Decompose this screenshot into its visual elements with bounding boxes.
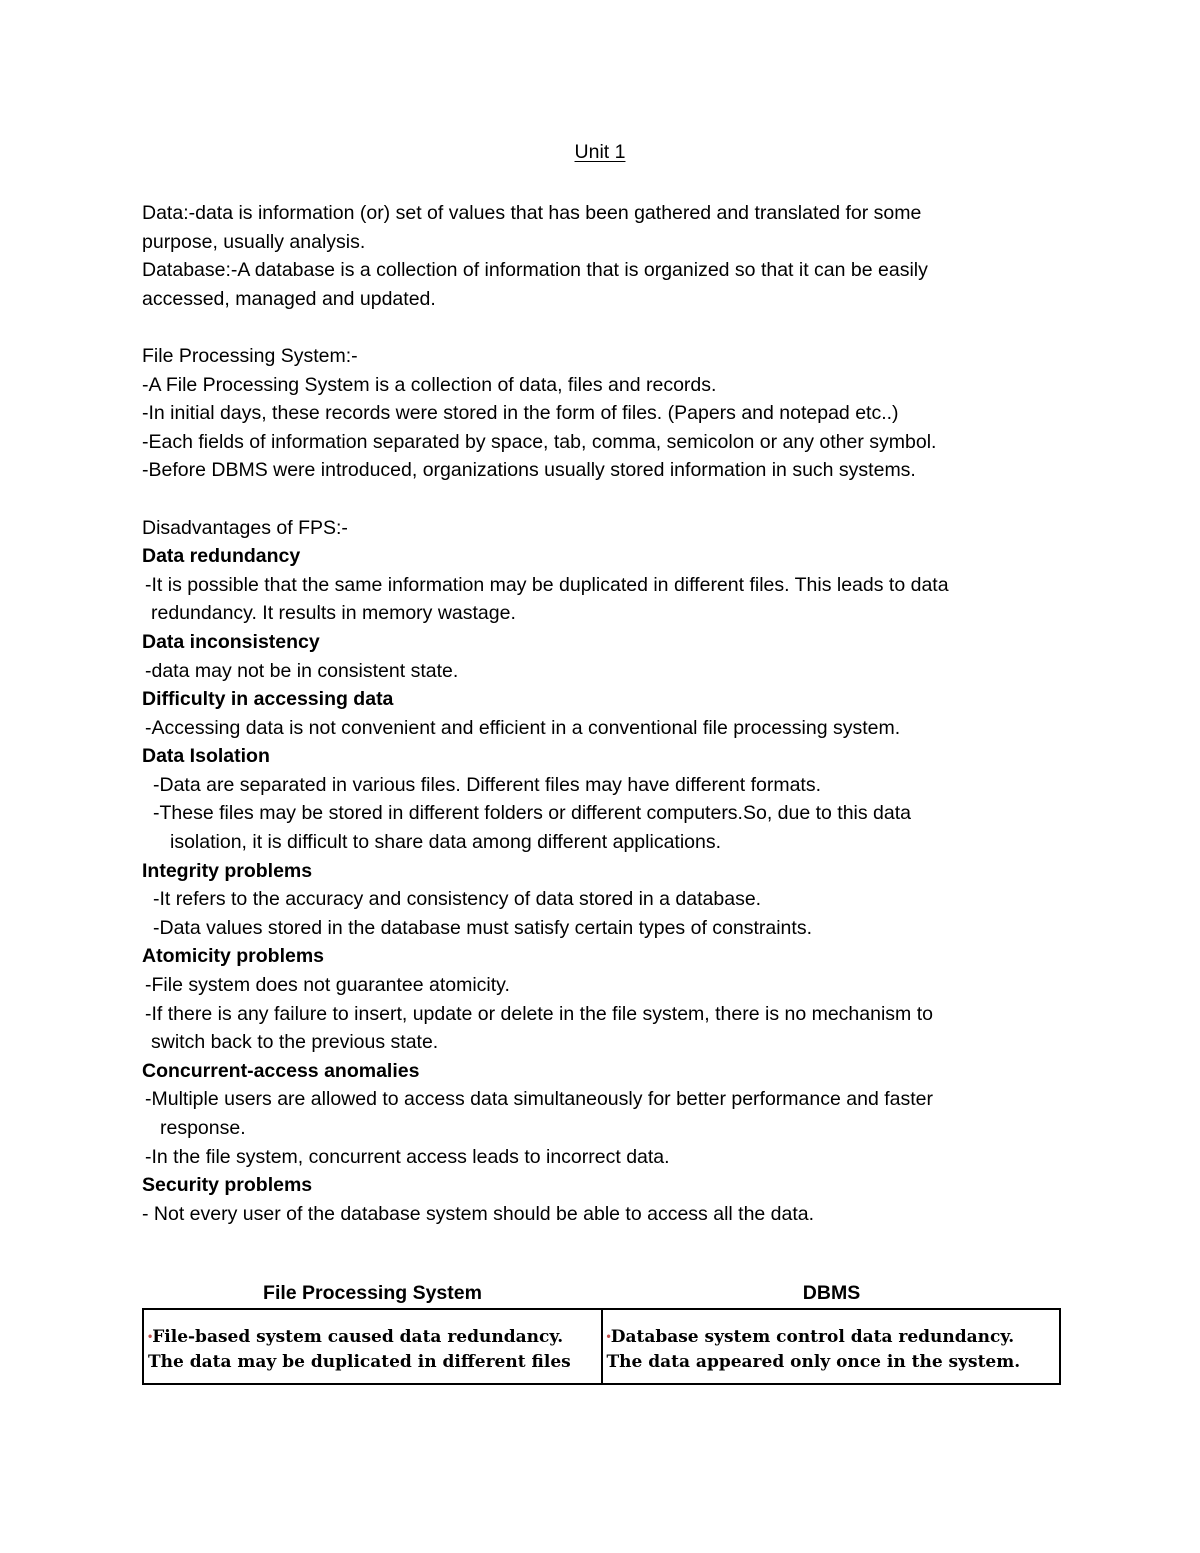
text-line: Data:-data is information (or) set of values that has been gathered and translated for some — [142, 202, 922, 224]
cell-text: File-based system caused data redundancy. The data may be duplicated in different files — [148, 1327, 571, 1372]
text-line: response. — [160, 1117, 246, 1139]
page-title: Unit 1 — [574, 141, 626, 163]
section-heading: Security problems — [142, 1174, 313, 1197]
bullet-icon: • — [606, 1329, 611, 1343]
table-cell-dbms — [602, 1309, 1061, 1384]
table-row — [143, 1309, 1060, 1384]
section-heading: Difficulty in accessing data — [142, 688, 394, 711]
text-line: -In the file system, concurrent access leads to incorrect data. — [145, 1145, 670, 1168]
text-line: -A File Processing System is a collection of data, files and records. — [142, 373, 717, 396]
text-line: redundancy. It results in memory wastage. — [151, 602, 516, 625]
text-line: -These files may be stored in different folders or different computers.So, due to this data — [153, 802, 912, 825]
spacer — [142, 313, 1062, 342]
text-line: -Each fields of information separated by space, tab, comma, semicolon or any other symbol. — [142, 430, 937, 453]
text-line: - Not every user of the database system should be able to access all the data. — [142, 1202, 815, 1225]
document-body — [142, 199, 1062, 1228]
text-line: -It refers to the accuracy and consistency of data stored in a database. — [153, 888, 762, 911]
section-heading: Concurrent-access anomalies — [142, 1059, 420, 1082]
text-line: isolation, it is difficult to share data among different applications. — [170, 831, 722, 854]
section-heading: Atomicity problems — [142, 945, 325, 968]
cell-text: Database system control data redundancy. The data appeared only once in the system. — [606, 1327, 1021, 1372]
text-line: accessed, managed and updated. — [142, 287, 436, 310]
text-line: -data may not be in consistent state. — [145, 659, 459, 682]
text-line: -In initial days, these records were stored in the form of files. (Papers and notepad etc..) — [142, 402, 899, 425]
text-line: -Multiple users are allowed to access data simultaneously for better performance and faster — [145, 1088, 933, 1111]
text-line: Disadvantages of FPS:- — [142, 516, 348, 539]
comparison-table — [142, 1308, 1061, 1385]
text-line: -If there is any failure to insert, update or delete in the file system, there is no mechanism to — [145, 1002, 933, 1025]
comparison-table-headers — [143, 1282, 1061, 1310]
text-line: -Before DBMS were introduced, organizations usually stored information in such systems. — [142, 459, 916, 482]
bullet-icon: • — [148, 1329, 153, 1343]
text-line: -Accessing data is not convenient and efficient in a conventional file processing system. — [145, 716, 901, 739]
column-header-fps: File Processing System — [263, 1282, 482, 1304]
text-line: Database:-A database is a collection of information that is organized so that it can be easily — [142, 259, 928, 282]
text-line: purpose, usually analysis. — [142, 230, 366, 253]
text-line: -File system does not guarantee atomicity. — [145, 974, 510, 997]
text-line: File Processing System:- — [142, 344, 358, 367]
section-heading: Integrity problems — [142, 859, 313, 882]
text-line: switch back to the previous state. — [151, 1031, 439, 1054]
text-line: -Data are separated in various files. Different files may have different formats. — [153, 773, 822, 796]
section-heading: Data Isolation — [142, 745, 270, 768]
table-cell-fps — [143, 1309, 602, 1384]
section-heading: Data inconsistency — [142, 630, 320, 653]
text-line: -Data values stored in the database must satisfy certain types of constraints. — [153, 916, 812, 939]
section-heading: Data redundancy — [142, 545, 301, 568]
spacer — [142, 485, 1062, 514]
text-line: -It is possible that the same information may be duplicated in different files. This leads to data — [145, 573, 949, 596]
column-header-dbms: DBMS — [802, 1282, 861, 1304]
